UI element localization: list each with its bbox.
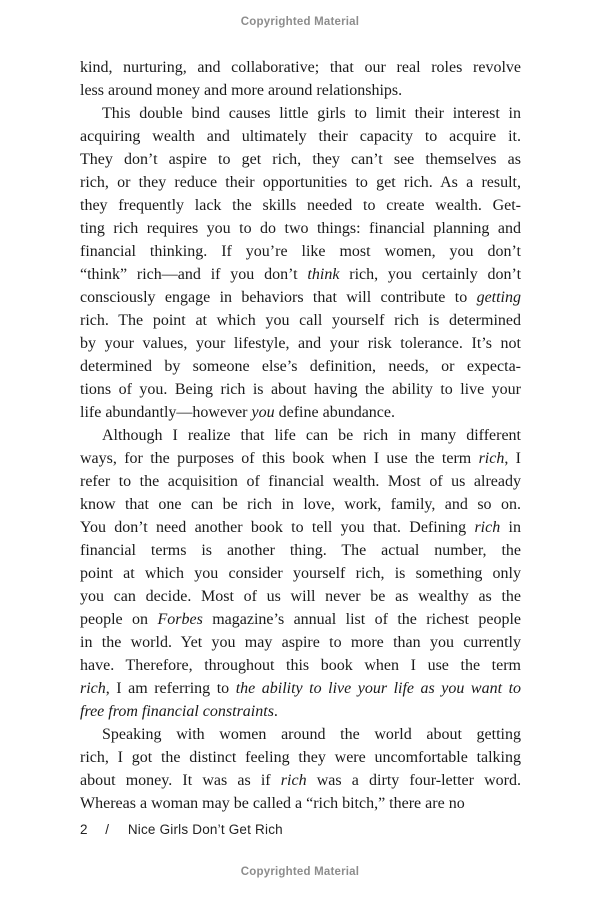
text-line: They don’t aspire to get rich, they can’t see themselves as (80, 151, 521, 168)
paragraph (80, 723, 521, 815)
text-line: rich. The point at which you call yourself rich is determined (80, 312, 521, 329)
page-footer (80, 822, 283, 837)
text-line: determined by someone else’s definition, needs, or expecta- (80, 358, 521, 375)
text-line: life abundantly—however you define abundance. (80, 404, 395, 421)
text-line: rich, I am referring to the ability to live your life as you want to (80, 680, 521, 697)
text-line: ting rich requires you to do two things: financial planning and (80, 220, 521, 237)
text-line: acquiring wealth and ultimately their capacity to acquire it. (80, 128, 521, 145)
text-line: you can decide. Most of us will never be as wealthy as the (80, 588, 521, 605)
text-line: This double bind causes little girls to limit their interest in (102, 105, 521, 122)
text-line: know that one can be rich in love, work, family, and so on. (80, 496, 521, 513)
text-line: Speaking with women around the world about getting (102, 726, 521, 743)
text-line: tions of you. Being rich is about having the ability to live your (80, 381, 521, 398)
text-line: consciously engage in behaviors that will contribute to getting (80, 289, 521, 306)
text-line: they frequently lack the skills needed to create wealth. Get- (80, 197, 521, 214)
footer-separator: / (105, 822, 110, 837)
text-line: in the world. Yet you may aspire to more than you currently (80, 634, 521, 651)
text-line: kind, nurturing, and collaborative; that our real roles revolve (80, 59, 521, 76)
text-line: financial terms is another thing. The actual number, the (80, 542, 521, 559)
text-line: by your values, your lifestyle, and your risk tolerance. It’s not (80, 335, 521, 352)
paragraph (80, 424, 521, 723)
text-line: financial thinking. If you’re like most women, you don’t (80, 243, 521, 260)
text-line: refer to the acquisition of financial wealth. Most of us already (80, 473, 521, 490)
text-line: You don’t need another book to tell you that. Defining rich in (80, 519, 521, 536)
text-block (80, 56, 521, 815)
text-line: people on Forbes magazine’s annual list of the richest people (80, 611, 521, 628)
page-number: 2 (80, 822, 88, 837)
text-line: Whereas a woman may be called a “rich bitch,” there are no (80, 795, 465, 812)
paragraph (80, 56, 521, 102)
book-title: Nice Girls Don’t Get Rich (127, 822, 283, 837)
text-line: “think” rich—and if you don’t think rich, you certainly don’t (80, 266, 521, 283)
text-line: ways, for the purposes of this book when I use the term rich, I (80, 450, 521, 467)
paragraph (80, 102, 521, 424)
text-line: have. Therefore, throughout this book when I use the term (80, 657, 521, 674)
copyright-notice-bottom: Copyrighted Material (240, 866, 360, 878)
text-line: Although I realize that life can be rich in many different (102, 427, 521, 444)
text-line: rich, or they reduce their opportunities to get rich. As a result, (80, 174, 521, 191)
text-line: less around money and more around relationships. (80, 82, 403, 99)
text-line: rich, I got the distinct feeling they were uncomfortable talking (80, 749, 521, 766)
text-line: point at which you consider yourself rich, is something only (80, 565, 521, 582)
text-line: about money. It was as if rich was a dirty four-letter word. (80, 772, 521, 789)
copyright-notice-top: Copyrighted Material (240, 16, 360, 28)
text-line: free from financial constraints. (80, 703, 278, 720)
